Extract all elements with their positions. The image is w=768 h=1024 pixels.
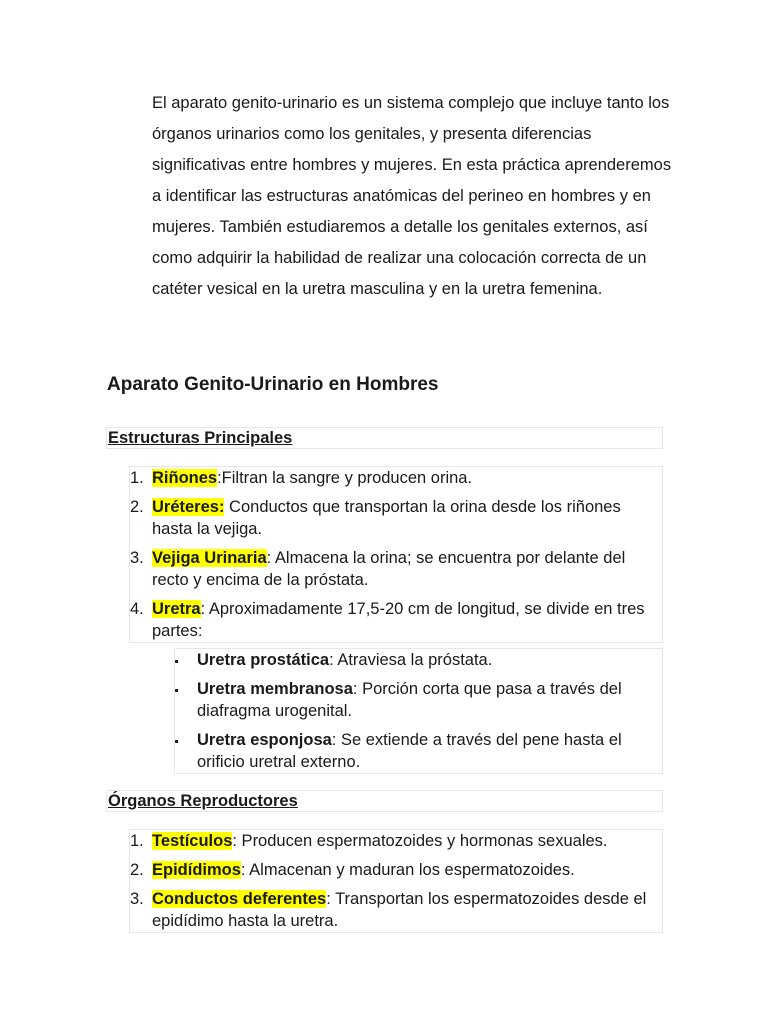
intro-paragraph: El aparato genito-urinario es un sistema complejo que incluye tanto los órganos urinarios como los genitales, y presenta diferencias significativas entre hombres y mujeres. En esta práctica aprenderemos a identificar las estructuras anatómicas del perineo en hombres y en mujeres. También estudiaremos a detalle los genitales externos, así como adquirir la habilidad de realizar una colocación correcta de un catéter vesical en la uretra masculina y en la uretra femenina. (152, 94, 672, 298)
list-item: Uretra esponjosa: Se extiende a través del pene hasta el orificio uretral externo. (175, 729, 662, 773)
organos-list (129, 829, 663, 933)
highlight-term: Riñones (152, 469, 218, 487)
bullet-icon (175, 660, 178, 663)
highlight-term: Uretra (152, 600, 201, 618)
list-item: 2. Epidídimos: Almacenan y maduran los espermatozoides. (130, 861, 575, 879)
list-item: Uretra membranosa: Porción corta que pasa a través del diafragma urogenital. (175, 678, 662, 722)
estructuras-list (129, 466, 663, 643)
list-item: 3. Vejiga Urinaria: Almacena la orina; se encuentra por delante del recto y encima de la próstata. (130, 549, 626, 589)
highlight-term: Vejiga Urinaria (152, 549, 267, 567)
bullet-icon (175, 689, 178, 692)
organos-heading: Órganos Reproductores (106, 790, 663, 812)
bullet-icon (175, 740, 178, 743)
section-title: Aparato Genito-Urinario en Hombres (107, 374, 439, 395)
highlight-term: Epidídimos (152, 861, 241, 879)
list-item: 4. Uretra: Aproximadamente 17,5-20 cm de longitud, se divide en tres partes: (130, 600, 645, 640)
list-item: 3. Conductos deferentes: Transportan los espermatozoides desde el epidídimo hasta la uretra. (130, 890, 647, 930)
list-item: 1. Testículos: Producen espermatozoides y hormonas sexuales. (130, 832, 608, 850)
highlight-term: Testículos (152, 832, 233, 850)
highlight-term: Uréteres: (152, 498, 225, 516)
highlight-term: Conductos deferentes (152, 890, 327, 908)
uretra-sublist (174, 648, 663, 774)
list-item: 2. Uréteres: Conductos que transportan la orina desde los riñones hasta la vejiga. (130, 498, 621, 538)
list-item: Uretra prostática: Atraviesa la próstata. (175, 649, 662, 671)
list-item: 1. Riñones:Filtran la sangre y producen orina. (130, 469, 473, 487)
estructuras-heading: Estructuras Principales (106, 427, 663, 449)
